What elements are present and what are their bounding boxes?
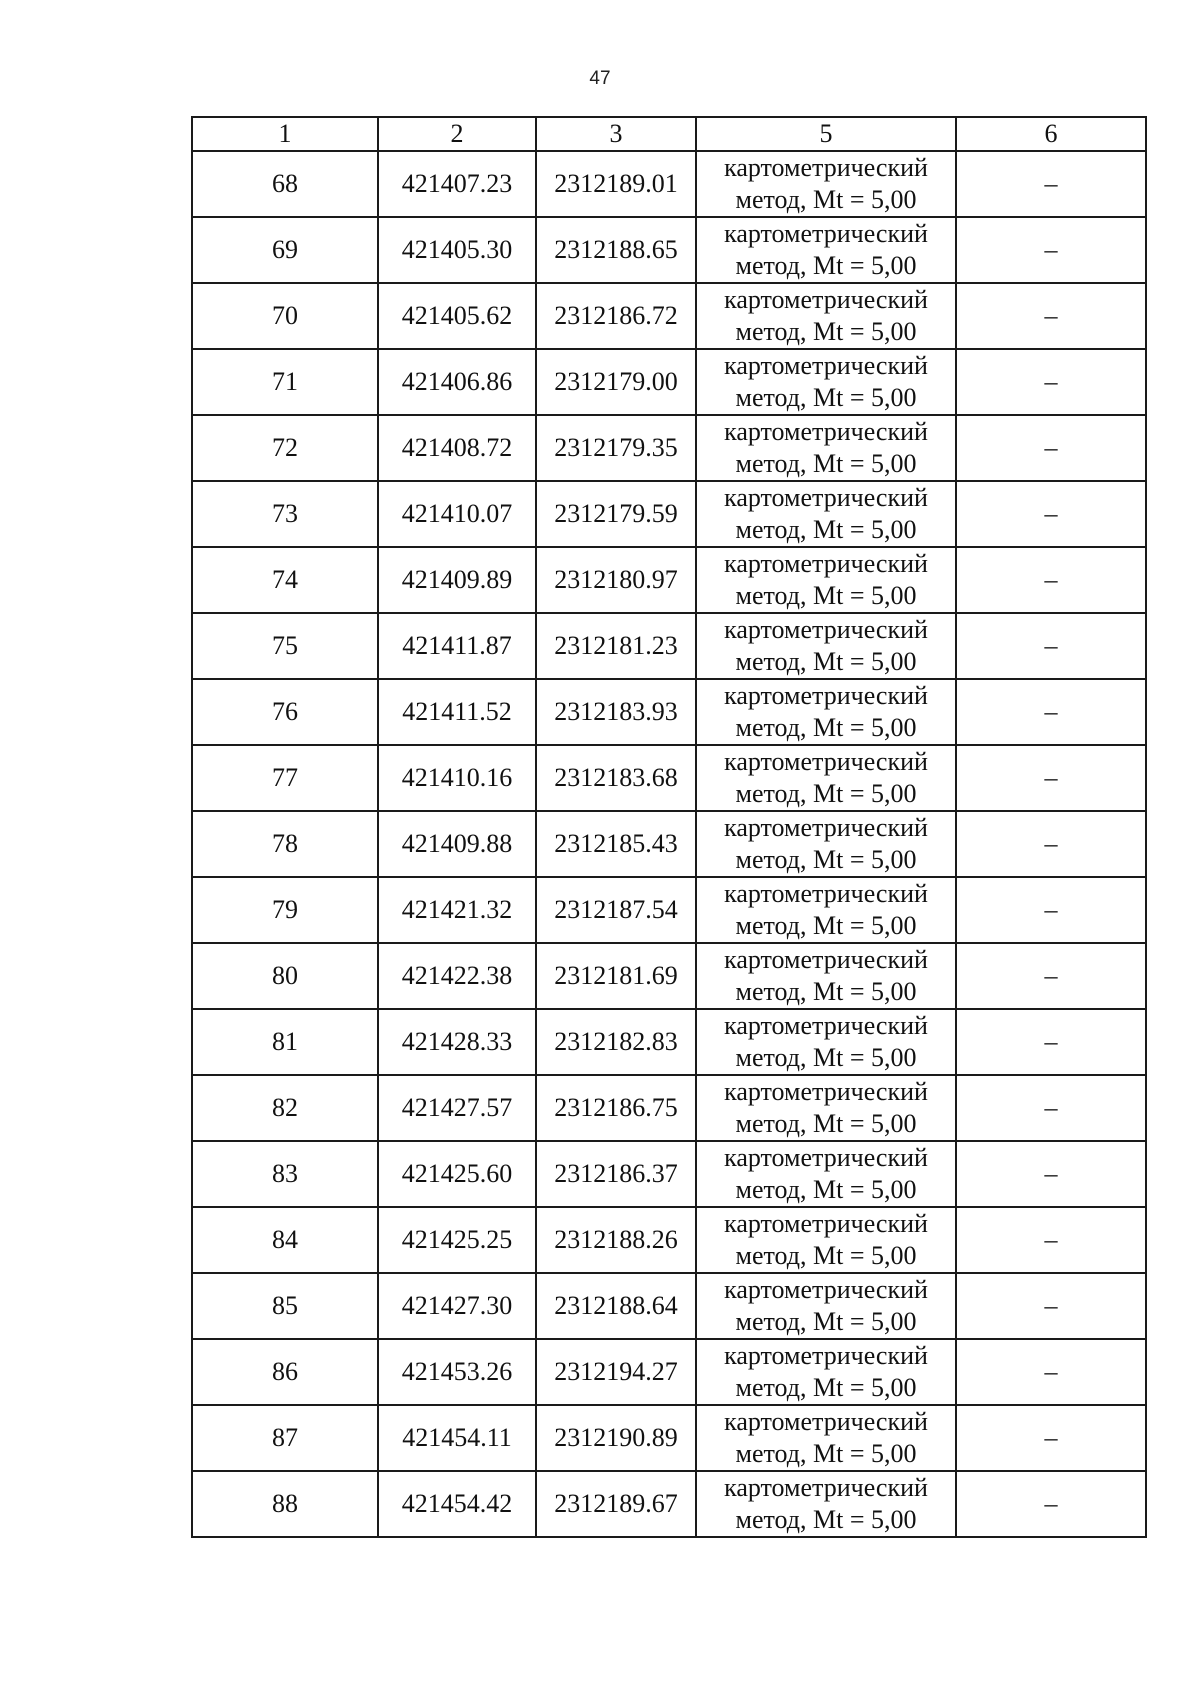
header-col-5: 5	[696, 117, 956, 151]
y-coordinate-cell: 2312188.26	[536, 1207, 696, 1273]
method-line-1: картометрический	[724, 285, 928, 314]
method-cell	[696, 349, 956, 415]
note-cell: –	[956, 1339, 1146, 1405]
method-line-2: метод, Mt = 5,00	[735, 383, 917, 412]
method-line-1: картометрический	[724, 945, 928, 974]
note-cell: –	[956, 1141, 1146, 1207]
method-line-2: метод, Mt = 5,00	[735, 1241, 917, 1270]
method-line-2: метод, Mt = 5,00	[735, 1505, 917, 1534]
method-line-1: картометрический	[724, 1143, 928, 1172]
y-coordinate-cell: 2312186.72	[536, 283, 696, 349]
table-row	[192, 415, 1146, 481]
header-row	[192, 117, 1146, 151]
table-row	[192, 943, 1146, 1009]
header-col-3: 3	[536, 117, 696, 151]
note-cell: –	[956, 217, 1146, 283]
y-coordinate-cell: 2312179.00	[536, 349, 696, 415]
method-line-2: метод, Mt = 5,00	[735, 647, 917, 676]
method-cell	[696, 877, 956, 943]
method-line-2: метод, Mt = 5,00	[735, 581, 917, 610]
y-coordinate-cell: 2312183.68	[536, 745, 696, 811]
method-line-2: метод, Mt = 5,00	[735, 1175, 917, 1204]
method-line-2: метод, Mt = 5,00	[735, 845, 917, 874]
header-col-6: 6	[956, 117, 1146, 151]
method-line-2: метод, Mt = 5,00	[735, 1373, 917, 1402]
x-coordinate-cell: 421411.87	[378, 613, 536, 679]
x-coordinate-cell: 421427.30	[378, 1273, 536, 1339]
y-coordinate-cell: 2312185.43	[536, 811, 696, 877]
point-number-cell: 85	[192, 1273, 378, 1339]
x-coordinate-cell: 421425.25	[378, 1207, 536, 1273]
note-cell: –	[956, 1273, 1146, 1339]
table-row	[192, 1009, 1146, 1075]
note-cell: –	[956, 943, 1146, 1009]
method-line-1: картометрический	[724, 615, 928, 644]
method-cell	[696, 547, 956, 613]
table-row	[192, 679, 1146, 745]
method-line-1: картометрический	[724, 1275, 928, 1304]
table-row	[192, 1207, 1146, 1273]
method-line-1: картометрический	[724, 549, 928, 578]
x-coordinate-cell: 421408.72	[378, 415, 536, 481]
table-row	[192, 547, 1146, 613]
method-cell	[696, 415, 956, 481]
method-line-2: метод, Mt = 5,00	[735, 1439, 917, 1468]
table-row	[192, 1471, 1146, 1537]
x-coordinate-cell: 421421.32	[378, 877, 536, 943]
table-row	[192, 1273, 1146, 1339]
method-line-2: метод, Mt = 5,00	[735, 515, 917, 544]
note-cell: –	[956, 481, 1146, 547]
x-coordinate-cell: 421427.57	[378, 1075, 536, 1141]
method-cell	[696, 943, 956, 1009]
x-coordinate-cell: 421411.52	[378, 679, 536, 745]
note-cell: –	[956, 1207, 1146, 1273]
point-number-cell: 81	[192, 1009, 378, 1075]
method-line-1: картометрический	[724, 417, 928, 446]
method-cell	[696, 481, 956, 547]
method-line-1: картометрический	[724, 1011, 928, 1040]
y-coordinate-cell: 2312181.69	[536, 943, 696, 1009]
point-number-cell: 73	[192, 481, 378, 547]
note-cell: –	[956, 877, 1146, 943]
y-coordinate-cell: 2312194.27	[536, 1339, 696, 1405]
point-number-cell: 78	[192, 811, 378, 877]
y-coordinate-cell: 2312186.37	[536, 1141, 696, 1207]
note-cell: –	[956, 547, 1146, 613]
note-cell: –	[956, 679, 1146, 745]
method-line-2: метод, Mt = 5,00	[735, 185, 917, 214]
x-coordinate-cell: 421405.62	[378, 283, 536, 349]
point-number-cell: 76	[192, 679, 378, 745]
method-cell	[696, 217, 956, 283]
x-coordinate-cell: 421405.30	[378, 217, 536, 283]
method-line-1: картометрический	[724, 1077, 928, 1106]
y-coordinate-cell: 2312187.54	[536, 877, 696, 943]
method-cell	[696, 679, 956, 745]
method-line-2: метод, Mt = 5,00	[735, 317, 917, 346]
y-coordinate-cell: 2312183.93	[536, 679, 696, 745]
x-coordinate-cell: 421410.16	[378, 745, 536, 811]
table-row	[192, 1141, 1146, 1207]
method-cell	[696, 1075, 956, 1141]
y-coordinate-cell: 2312188.65	[536, 217, 696, 283]
table-body	[192, 151, 1146, 1537]
point-number-cell: 79	[192, 877, 378, 943]
method-cell	[696, 1141, 956, 1207]
point-number-cell: 68	[192, 151, 378, 217]
header-col-2: 2	[378, 117, 536, 151]
method-line-2: метод, Mt = 5,00	[735, 977, 917, 1006]
x-coordinate-cell: 421410.07	[378, 481, 536, 547]
method-line-1: картометрический	[724, 879, 928, 908]
method-cell	[696, 1471, 956, 1537]
x-coordinate-cell: 421454.42	[378, 1471, 536, 1537]
method-line-2: метод, Mt = 5,00	[735, 251, 917, 280]
x-coordinate-cell: 421454.11	[378, 1405, 536, 1471]
y-coordinate-cell: 2312189.01	[536, 151, 696, 217]
table-row	[192, 811, 1146, 877]
point-number-cell: 75	[192, 613, 378, 679]
method-line-1: картометрический	[724, 681, 928, 710]
x-coordinate-cell: 421425.60	[378, 1141, 536, 1207]
page-number: 47	[589, 68, 611, 89]
note-cell: –	[956, 1471, 1146, 1537]
point-number-cell: 82	[192, 1075, 378, 1141]
note-cell: –	[956, 1405, 1146, 1471]
x-coordinate-cell: 421428.33	[378, 1009, 536, 1075]
x-coordinate-cell: 421422.38	[378, 943, 536, 1009]
y-coordinate-cell: 2312188.64	[536, 1273, 696, 1339]
method-cell	[696, 1273, 956, 1339]
method-line-1: картометрический	[724, 153, 928, 182]
table-row	[192, 1405, 1146, 1471]
y-coordinate-cell: 2312190.89	[536, 1405, 696, 1471]
method-cell	[696, 1405, 956, 1471]
note-cell: –	[956, 1009, 1146, 1075]
point-number-cell: 83	[192, 1141, 378, 1207]
note-cell: –	[956, 745, 1146, 811]
method-line-2: метод, Mt = 5,00	[735, 911, 917, 940]
table-row	[192, 217, 1146, 283]
x-coordinate-cell: 421409.88	[378, 811, 536, 877]
point-number-cell: 87	[192, 1405, 378, 1471]
method-cell	[696, 1339, 956, 1405]
method-line-2: метод, Mt = 5,00	[735, 1043, 917, 1072]
y-coordinate-cell: 2312182.83	[536, 1009, 696, 1075]
table-row	[192, 151, 1146, 217]
point-number-cell: 69	[192, 217, 378, 283]
method-cell	[696, 745, 956, 811]
method-line-1: картометрический	[724, 1209, 928, 1238]
table-row	[192, 481, 1146, 547]
method-line-2: метод, Mt = 5,00	[735, 1307, 917, 1336]
note-cell: –	[956, 811, 1146, 877]
x-coordinate-cell: 421453.26	[378, 1339, 536, 1405]
note-cell: –	[956, 1075, 1146, 1141]
note-cell: –	[956, 349, 1146, 415]
y-coordinate-cell: 2312179.35	[536, 415, 696, 481]
method-cell	[696, 1207, 956, 1273]
method-line-2: метод, Mt = 5,00	[735, 1109, 917, 1138]
point-number-cell: 71	[192, 349, 378, 415]
note-cell: –	[956, 415, 1146, 481]
method-line-1: картометрический	[724, 1341, 928, 1370]
method-line-1: картометрический	[724, 1407, 928, 1436]
note-cell: –	[956, 283, 1146, 349]
method-line-1: картометрический	[724, 1473, 928, 1502]
point-number-cell: 86	[192, 1339, 378, 1405]
method-line-1: картометрический	[724, 483, 928, 512]
point-number-cell: 84	[192, 1207, 378, 1273]
point-number-cell: 80	[192, 943, 378, 1009]
method-line-2: метод, Mt = 5,00	[735, 779, 917, 808]
table-row	[192, 877, 1146, 943]
y-coordinate-cell: 2312186.75	[536, 1075, 696, 1141]
point-number-cell: 70	[192, 283, 378, 349]
table-row	[192, 1339, 1146, 1405]
x-coordinate-cell: 421407.23	[378, 151, 536, 217]
method-line-1: картометрический	[724, 351, 928, 380]
table-row	[192, 349, 1146, 415]
method-line-1: картометрический	[724, 813, 928, 842]
method-cell	[696, 151, 956, 217]
note-cell: –	[956, 613, 1146, 679]
y-coordinate-cell: 2312189.67	[536, 1471, 696, 1537]
method-cell	[696, 811, 956, 877]
table-row	[192, 283, 1146, 349]
point-number-cell: 72	[192, 415, 378, 481]
x-coordinate-cell: 421409.89	[378, 547, 536, 613]
method-cell	[696, 283, 956, 349]
point-number-cell: 77	[192, 745, 378, 811]
y-coordinate-cell: 2312180.97	[536, 547, 696, 613]
table-row	[192, 613, 1146, 679]
method-line-1: картометрический	[724, 747, 928, 776]
y-coordinate-cell: 2312181.23	[536, 613, 696, 679]
method-line-2: метод, Mt = 5,00	[735, 449, 917, 478]
header-col-1: 1	[192, 117, 378, 151]
table-row	[192, 745, 1146, 811]
table-row	[192, 1075, 1146, 1141]
point-number-cell: 74	[192, 547, 378, 613]
method-cell	[696, 613, 956, 679]
table-header	[192, 117, 1146, 151]
note-cell: –	[956, 151, 1146, 217]
method-line-1: картометрический	[724, 219, 928, 248]
method-cell	[696, 1009, 956, 1075]
method-line-2: метод, Mt = 5,00	[735, 713, 917, 742]
coordinates-table	[191, 116, 1147, 1538]
point-number-cell: 88	[192, 1471, 378, 1537]
y-coordinate-cell: 2312179.59	[536, 481, 696, 547]
x-coordinate-cell: 421406.86	[378, 349, 536, 415]
